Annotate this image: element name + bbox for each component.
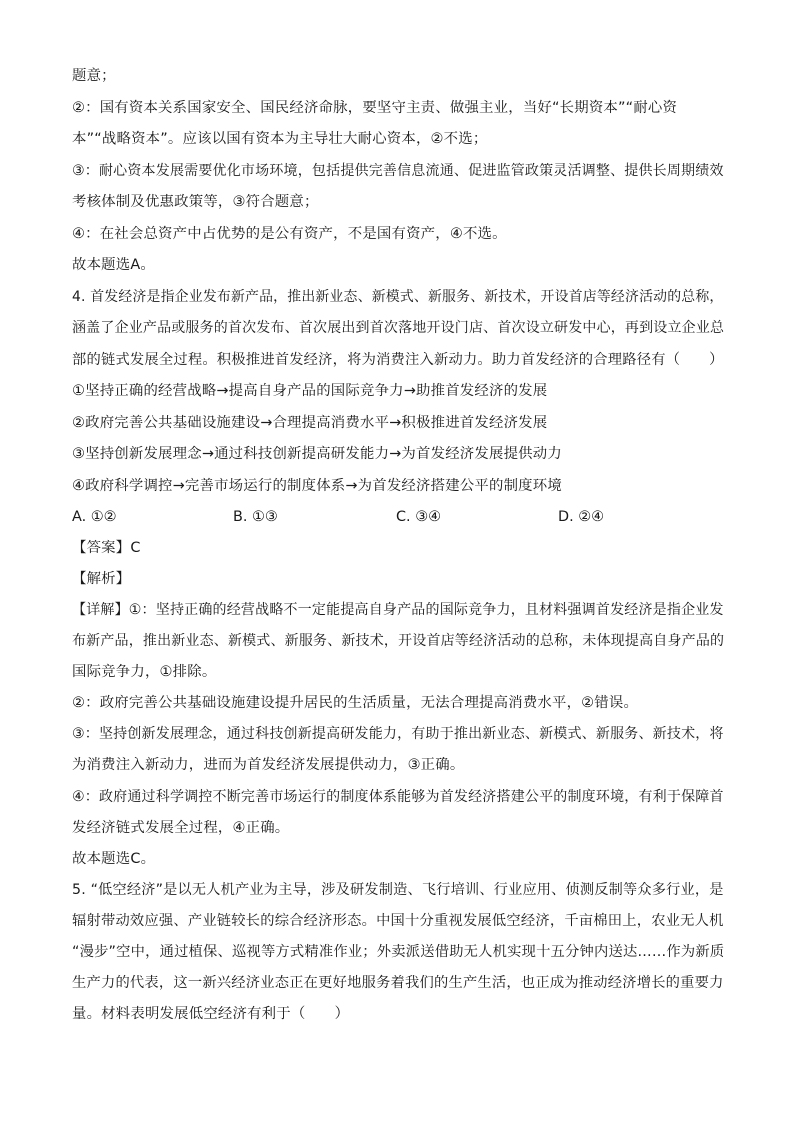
- prev-answer-point-3-line-2: 考核体制及优惠政策等，③符合题意；: [72, 194, 319, 210]
- prev-answer-point-3-line-1: ③：耐心资本发展需要优化市场环境，包括提供完善信息流通、促进监管政策灵活调整、提供长周期绩效: [72, 163, 724, 179]
- q5-stem-line-5: 量。材料表明发展低空经济有利于（ ）: [72, 1006, 350, 1022]
- q5-stem-line-1: 5. “低空经济”是以无人机产业为主导，涉及研发制造、飞行培训、行业应用、侦测反制等众多行业，是: [72, 882, 724, 898]
- q4-stem-line-3: 部的链式发展全过程。积极推进首发经济，将为消费注入新动力。助力首发经济的合理路径有（ ）: [72, 352, 724, 368]
- q4-option-a: A. ①②: [72, 509, 117, 525]
- prev-answer-point-2-line-1: ②：国有资本关系国家安全、国民经济命脉，要坚守主责、做强主业，当好“长期资本”“耐心资: [72, 100, 678, 116]
- prev-answer-point-2-line-2: 本”“战略资本”。应该以国有资本为主导壮大耐心资本，②不选；: [72, 131, 488, 147]
- q4-detail-1-line-3: 国际竞争力，①排除。: [72, 664, 217, 680]
- q4-option-d: D. ②④: [558, 509, 605, 525]
- q4-stem-line-1: 4. 首发经济是指企业发布新产品，推出新业态、新模式、新服务、新技术，开设首店等经济活动的总称，: [72, 289, 724, 305]
- q4-option-c: C. ③④: [396, 509, 441, 525]
- q4-option-b: B. ①③: [233, 509, 278, 525]
- prev-answer-tail: 题意；: [72, 68, 116, 84]
- q4-detail-3-line-1: ③：坚持创新发展理念，通过科技创新提高研发能力，有助于推出新业态、新模式、新服务、新技术，将: [72, 726, 724, 742]
- q5-stem-line-2: 辐射带动效应强、产业链较长的综合经济形态。中国十分重视发展低空经济，千亩棉田上，农业无人机: [72, 913, 724, 929]
- q5-stem-line-3: “漫步”空中，通过植保、巡视等方式精准作业；外卖派送借助无人机实现十五分钟内送达……作为新质: [72, 944, 725, 960]
- q5-stem-line-4: 生产力的代表，这一新兴经济业态正在更好地服务着我们的生产生活，也正成为推动经济增长的重要力: [72, 975, 724, 991]
- q4-detail-2: ②：政府完善公共基础设施建设提升居民的生活质量，无法合理提高消费水平，②错误。: [72, 695, 639, 711]
- q4-detail-4-line-1: ④：政府通过科学调控不断完善市场运行的制度体系能够为首发经济搭建公平的制度环境，有利于保障首: [72, 789, 724, 805]
- q4-stem-line-2: 涵盖了企业产品或服务的首次发布、首次展出到首次落地开设门店、首次设立研发中心，再到设立企业总: [72, 320, 725, 336]
- q4-detail-1-line-2: 布新产品，推出新业态、新模式、新服务、新技术，开设首店等经济活动的总称，未体现提高自身产品的: [72, 633, 725, 649]
- q4-item-1: ①坚持正确的经营战略→提高自身产品的国际竞争力→助推首发经济的发展: [72, 383, 548, 399]
- q4-detail-1-line-1: 【详解】①：坚持正确的经营战略不一定能提高自身产品的国际竞争力，且材料强调首发经济是指企业发: [72, 602, 724, 618]
- q4-item-3: ③坚持创新发展理念→通过科技创新提高研发能力→为首发经济发展提供动力: [72, 446, 562, 462]
- prev-answer-point-4: ④：在社会总资产中占优势的是公有资产，不是国有资产，④不选。: [72, 226, 507, 242]
- q4-item-4: ④政府科学调控→完善市场运行的制度体系→为首发经济搭建公平的制度环境: [72, 478, 562, 494]
- q4-analysis-label: 【解析】: [72, 571, 131, 587]
- q4-detail-3-line-2: 为消费注入新动力，进而为首发经济发展提供动力，③正确。: [72, 757, 465, 773]
- q4-item-2: ②政府完善公共基础设施建设→合理提高消费水平→积极推进首发经济发展: [72, 415, 548, 431]
- q4-answer: 【答案】C: [72, 540, 141, 556]
- q4-conclusion: 故本题选C。: [72, 851, 156, 867]
- q4-detail-4-line-2: 发经济链式发展全过程，④正确。: [72, 820, 290, 836]
- prev-answer-conclusion: 故本题选A。: [72, 257, 155, 273]
